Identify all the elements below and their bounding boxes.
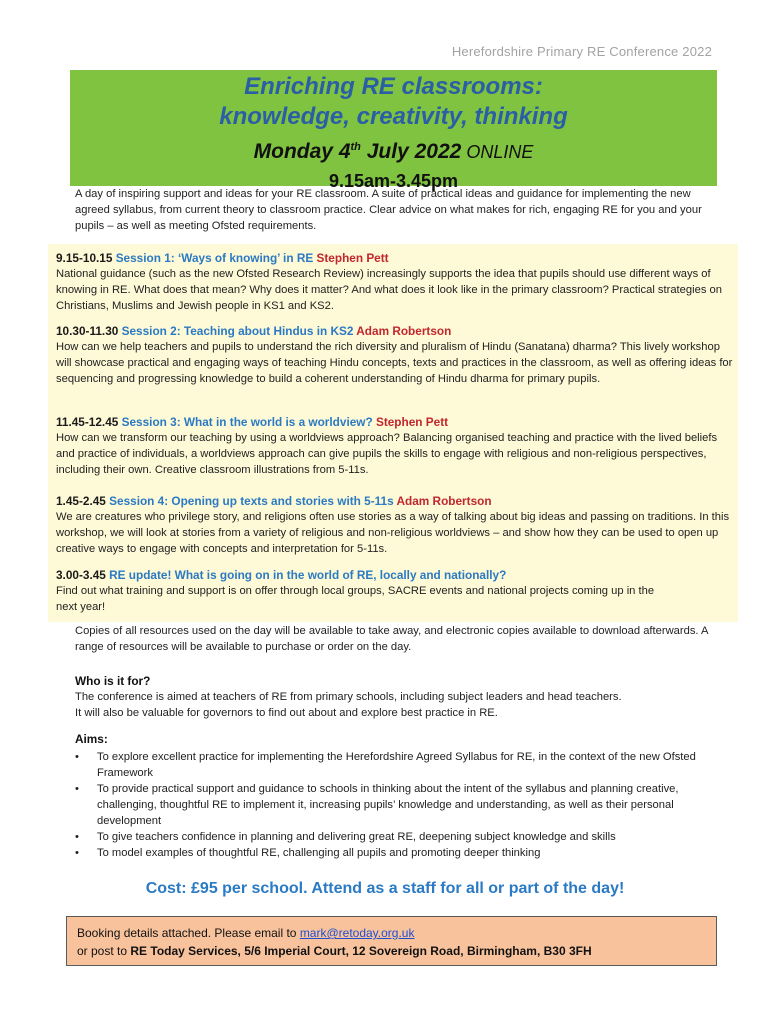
cost-banner: Cost: £95 per school. Attend as a staff for all or part of the day!	[145, 880, 625, 897]
bullet: •	[75, 847, 79, 859]
session-title: RE update! What is going on in the world of RE, locally and nationally?	[109, 568, 507, 582]
session-time: 11.45-12.45	[56, 415, 122, 429]
list-item: • To provide practical support and guidance to schools in thinking about the intent of the syllabus and planning creative, challenging, thoughtful RE to implement it, increasing pupils’ knowledge and understanding, as well as their personal development	[75, 783, 679, 827]
session-description: We are creatures who privilege story, and religions often use stories as a way of talking about big ideas and passing on traditions. In this workshop, we will look at stories from a variety of religious and non-religious worldviews – and show how they can be used to open up creative ways to engage with concepts and interpretation for 5-11s.	[56, 511, 730, 555]
list-item: • To give teachers confidence in planning and delivering great RE, deepening subject knowledge and skills	[75, 831, 616, 843]
session-4	[56, 493, 736, 557]
resources-text: Copies of all resources used on the day will be available to take away, and electronic copies available to download afterwards. A range of resources will be available to purchase or order on the day.	[75, 625, 708, 653]
session-time: 3.00-3.45	[56, 568, 110, 582]
post-prefix: or post to	[77, 944, 131, 958]
who-heading: Who is it for?	[75, 674, 151, 688]
date-rest: July 2022	[360, 140, 462, 163]
session-time: 10.30-11.30	[56, 324, 122, 338]
session-description: How can we help teachers and pupils to understand the rich diversity and pluralism of Hindu (Sanatana) dharma? This lively workshop will showcase practical and engaging ways of teaching Hindu concepts, texts and practices in the classroom, as well as offering ideas for sequencing and progressing knowledge to build a coherent understanding of Hindu dharma for primary pupils.	[56, 341, 733, 385]
session-speaker: Stephen Pett	[316, 251, 389, 265]
session-title: Session 1: ‘Ways of knowing’ in RE	[115, 251, 317, 265]
booking-prefix: Booking details attached. Please email to	[77, 926, 300, 940]
who-line-1: The conference is aimed at teachers of RE from primary schools, including subject leaders and head teachers.	[75, 691, 622, 703]
list-item: • To explore excellent practice for implementing the Herefordshire Agreed Syllabus for RE, in the context of the new Ofsted Framework	[75, 751, 696, 779]
session-time: 9.15-10.15	[56, 251, 116, 265]
sessions-panel	[48, 244, 738, 622]
session-speaker: Stephen Pett	[375, 415, 449, 429]
session-heading	[56, 567, 736, 583]
session-description: How can we transform our teaching by using a worldviews approach? Balancing organised teaching and practice with the lived beliefs and practice of individuals, a worldviews approach can give pupils the skills to engage with religious and non-religious perspectives, including their own. Creative classroom illustrations from 5-11s.	[56, 432, 718, 476]
session-heading	[56, 414, 736, 430]
aims-list	[75, 749, 715, 861]
conference-label: Herefordshire Primary RE Conference 2022	[451, 44, 712, 59]
bullet: •	[75, 831, 79, 843]
session-3	[56, 414, 736, 478]
session-2	[56, 323, 736, 387]
session-5	[56, 567, 736, 615]
list-item: • To model examples of thoughtful RE, challenging all pupils and promoting deeper thinking	[75, 847, 541, 859]
event-time: 9.15am-3.45pm	[328, 171, 459, 191]
booking-email-line	[77, 924, 706, 942]
session-time: 1.45-2.45	[56, 494, 110, 508]
bullet: •	[75, 751, 79, 763]
session-heading	[56, 493, 736, 509]
title-banner	[70, 70, 717, 191]
aims-heading: Aims:	[75, 732, 108, 746]
title-line-2: knowledge, creativity, thinking	[219, 103, 568, 130]
session-title: Session 3: What in the world is a worldview?	[121, 415, 376, 429]
session-description: Find out what training and support is on offer through local groups, SACRE events and national projects coming up in the next year!	[56, 585, 655, 613]
event-mode: ONLINE	[461, 142, 534, 162]
session-description: National guidance (such as the new Ofsted Research Review) increasingly supports the idea that pupils should use different ways of knowing in RE. What does that mean? Why does it matter? And what does it look like in the primary classroom? Practical strategies on Christians, Muslims and Jewish people in KS1 and KS2.	[56, 268, 722, 312]
session-heading	[56, 250, 736, 266]
session-1	[56, 250, 736, 314]
session-title: Session 2: Teaching about Hindus in KS2	[121, 324, 357, 338]
who-line-2: It will also be valuable for governors to find out about and explore best practice in RE.	[75, 707, 498, 719]
postal-address: RE Today Services, 5/6 Imperial Court, 12 Sovereign Road, Birmingham, B30 3FH	[130, 944, 592, 958]
event-date	[70, 134, 717, 165]
date-suffix: th	[350, 141, 361, 153]
session-speaker: Adam Robertson	[396, 494, 492, 508]
session-heading	[56, 323, 736, 339]
title-line-1: Enriching RE classrooms:	[244, 73, 543, 100]
who-section	[75, 673, 715, 721]
booking-box	[66, 916, 717, 966]
date-main: Monday 4	[253, 140, 351, 163]
email-link[interactable]: mark@retoday.org.uk	[299, 926, 415, 940]
session-title: Session 4: Opening up texts and stories with 5-11s	[109, 494, 397, 508]
intro-text: A day of inspiring support and ideas for your RE classroom. A suite of practical ideas and guidance for implementing the new agreed syllabus, from current theory to classroom practice. Clear advice on what makes for rich, engaging RE for you and your pupils – as well as meeting Ofsted requirements.	[75, 188, 702, 232]
booking-post-line	[77, 942, 706, 960]
bullet: •	[75, 783, 79, 795]
session-speaker: Adam Robertson	[356, 324, 452, 338]
